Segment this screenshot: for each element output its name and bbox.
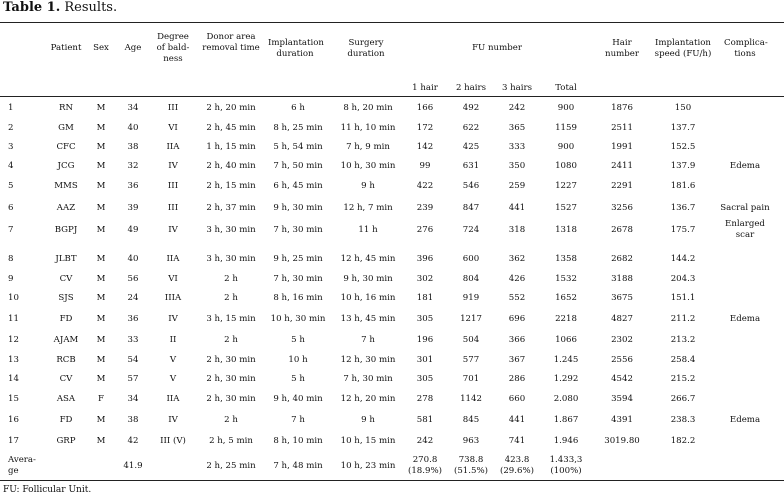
- cell-implantation-speed: 175.7: [670, 225, 696, 235]
- cell-hair-number: 3594: [611, 394, 633, 404]
- cell-donor-time: 2 h: [224, 335, 238, 345]
- cell-patient: FD: [59, 314, 73, 324]
- cell-patient: CV: [59, 374, 73, 384]
- cell-hairs-3: 741: [508, 436, 526, 446]
- cell-row-number: 4: [8, 161, 14, 171]
- cell-implantation-speed: 137.7: [670, 123, 696, 133]
- cell-hair-number: 4827: [611, 314, 633, 324]
- cell-donor-time: 2 h, 5 min: [209, 436, 253, 446]
- cell-age: 36: [127, 181, 139, 191]
- cell-degree: IV: [168, 415, 178, 425]
- header-surgery: Surgery duration: [347, 38, 385, 59]
- cell-degree: VI: [168, 123, 178, 133]
- cell-hair-number: 3256: [611, 203, 633, 213]
- cell-row-number: 13: [8, 355, 19, 365]
- cell-patient: FD: [59, 415, 73, 425]
- cell-hair-1: 172: [416, 123, 434, 133]
- cell-hairs-3: 259: [508, 181, 526, 191]
- table-title: [3, 0, 117, 15]
- cell-hair-1: 422: [416, 181, 434, 191]
- cell-total: 2218: [555, 314, 577, 324]
- cell-patient: ASA: [56, 394, 76, 404]
- cell-hairs-3: 426: [508, 274, 526, 284]
- cell-degree: IV: [168, 314, 178, 324]
- cell-age: 33: [127, 335, 139, 345]
- cell-hair-number: 2302: [611, 335, 633, 345]
- cell-patient: CV: [59, 274, 73, 284]
- cell-sex: M: [96, 415, 106, 425]
- cell-degree: V: [169, 355, 177, 365]
- cell-total: 1159: [555, 123, 577, 133]
- cell-sex: M: [96, 436, 106, 446]
- cell-surgery-duration: 7 h, 30 min: [343, 374, 393, 384]
- cell-total: 900: [557, 142, 575, 152]
- cell-degree: V: [169, 374, 177, 384]
- cell-surgery-duration: 11 h: [358, 225, 378, 235]
- cell-hair-1: 302: [416, 274, 434, 284]
- cell-donor-time: 2 h: [224, 293, 238, 303]
- cell-sex: M: [96, 103, 106, 113]
- cell-hairs-3: 441: [508, 203, 526, 213]
- cell-age: 39: [127, 203, 139, 213]
- average-surgery: 10 h, 23 min: [340, 461, 396, 471]
- average-1-hair: 270.8 (18.9%): [407, 455, 442, 476]
- cell-hair-1: 305: [416, 374, 434, 384]
- cell-donor-time: 2 h, 40 min: [206, 161, 256, 171]
- cell-total: 1532: [555, 274, 577, 284]
- cell-implantation-speed: 151.1: [670, 293, 696, 303]
- cell-implantation-duration: 10 h, 30 min: [270, 314, 326, 324]
- cell-hairs-2: 701: [462, 374, 480, 384]
- cell-implantation-duration: 6 h, 45 min: [273, 181, 323, 191]
- average-age: 41.9: [123, 461, 143, 471]
- cell-age: 56: [127, 274, 139, 284]
- cell-donor-time: 3 h, 30 min: [206, 254, 256, 264]
- cell-hairs-2: 724: [462, 225, 480, 235]
- cell-hair-number: 2511: [611, 123, 633, 133]
- header-implantation-speed: Implantation speed (FU/h): [654, 38, 712, 59]
- cell-implantation-speed: 215.2: [670, 374, 696, 384]
- cell-implantation-duration: 7 h, 50 min: [273, 161, 323, 171]
- cell-donor-time: 2 h, 20 min: [206, 103, 256, 113]
- cell-sex: M: [96, 254, 106, 264]
- cell-age: 38: [127, 415, 139, 425]
- cell-row-number: 14: [8, 374, 19, 384]
- cell-row-number: 6: [8, 203, 14, 213]
- cell-implantation-speed: 238.3: [670, 415, 696, 425]
- table-caption: Results.: [64, 0, 118, 15]
- average-implantation: 7 h, 48 min: [273, 461, 323, 471]
- cell-hair-1: 305: [416, 314, 434, 324]
- cell-degree: VI: [168, 274, 178, 284]
- cell-hairs-3: 333: [508, 142, 526, 152]
- cell-hair-1: 301: [416, 355, 434, 365]
- cell-hairs-3: 552: [508, 293, 526, 303]
- cell-age: 57: [127, 374, 139, 384]
- cell-degree: III: [167, 181, 179, 191]
- cell-row-number: 17: [8, 436, 19, 446]
- cell-surgery-duration: 12 h, 7 min: [343, 203, 393, 213]
- cell-surgery-duration: 7 h: [361, 335, 375, 345]
- cell-age: 24: [127, 293, 139, 303]
- cell-row-number: 3: [8, 142, 14, 152]
- cell-implantation-speed: 258.4: [670, 355, 696, 365]
- cell-donor-time: 3 h, 30 min: [206, 225, 256, 235]
- cell-implantation-speed: 137.9: [670, 161, 696, 171]
- cell-implantation-speed: 213.2: [670, 335, 696, 345]
- cell-hair-number: 2556: [611, 355, 633, 365]
- cell-hair-1: 239: [416, 203, 434, 213]
- cell-complication: Enlarged scar: [725, 219, 765, 240]
- cell-surgery-duration: 9 h: [361, 181, 375, 191]
- cell-sex: M: [96, 225, 106, 235]
- header-patient: Patient: [50, 43, 82, 53]
- cell-surgery-duration: 12 h, 45 min: [340, 254, 396, 264]
- cell-hair-number: 3019.80: [604, 436, 640, 446]
- cell-age: 40: [127, 254, 139, 264]
- cell-hair-1: 276: [416, 225, 434, 235]
- cell-sex: M: [96, 181, 106, 191]
- cell-total: 1318: [555, 225, 577, 235]
- cell-sex: M: [96, 161, 106, 171]
- cell-age: 32: [127, 161, 139, 171]
- cell-total: 1358: [555, 254, 577, 264]
- header-2-hairs: 2 hairs: [455, 83, 487, 93]
- cell-implantation-duration: 9 h, 25 min: [273, 254, 323, 264]
- cell-surgery-duration: 7 h, 9 min: [346, 142, 390, 152]
- cell-row-number: 7: [8, 225, 14, 235]
- cell-hairs-3: 242: [508, 103, 526, 113]
- cell-total: 2.080: [553, 394, 579, 404]
- cell-complication: Edema: [729, 314, 761, 324]
- bottom-rule: [0, 480, 784, 481]
- cell-hairs-2: 919: [462, 293, 480, 303]
- cell-hair-number: 1991: [611, 142, 633, 152]
- cell-total: 1227: [555, 181, 577, 191]
- cell-degree: IIA: [166, 394, 180, 404]
- header-hair-number: Hair number: [605, 38, 639, 59]
- cell-degree: III: [167, 203, 179, 213]
- cell-donor-time: 2 h, 45 min: [206, 123, 256, 133]
- cell-degree: IV: [168, 161, 178, 171]
- cell-hairs-2: 1142: [460, 394, 482, 404]
- cell-implantation-duration: 8 h, 10 min: [273, 436, 323, 446]
- cell-complication: Edema: [729, 415, 761, 425]
- average-3-hairs: 423.8 (29.6%): [499, 455, 534, 476]
- cell-patient: AJAM: [53, 335, 79, 345]
- cell-hairs-2: 504: [462, 335, 480, 345]
- cell-implantation-speed: 144.2: [670, 254, 696, 264]
- header-1-hair: 1 hair: [412, 83, 438, 93]
- cell-hairs-2: 546: [462, 181, 480, 191]
- cell-surgery-duration: 9 h: [361, 415, 375, 425]
- cell-hair-number: 1876: [611, 103, 633, 113]
- cell-sex: M: [96, 355, 106, 365]
- cell-patient: SJS: [58, 293, 74, 303]
- cell-hairs-2: 600: [462, 254, 480, 264]
- cell-sex: M: [96, 314, 106, 324]
- cell-donor-time: 2 h, 30 min: [206, 394, 256, 404]
- average-2-hairs: 738.8 (51.5%): [453, 455, 488, 476]
- cell-hairs-3: 318: [508, 225, 526, 235]
- cell-implantation-speed: 266.7: [670, 394, 696, 404]
- cell-hair-number: 2682: [611, 254, 633, 264]
- header-total: Total: [555, 83, 577, 93]
- cell-implantation-speed: 150: [674, 103, 692, 113]
- cell-row-number: 1: [8, 103, 14, 113]
- cell-donor-time: 3 h, 15 min: [206, 314, 256, 324]
- cell-implantation-duration: 5 h, 54 min: [273, 142, 323, 152]
- cell-hair-number: 2678: [611, 225, 633, 235]
- cell-hairs-3: 286: [508, 374, 526, 384]
- cell-hair-1: 242: [416, 436, 434, 446]
- cell-age: 42: [127, 436, 139, 446]
- cell-hairs-2: 847: [462, 203, 480, 213]
- cell-patient: BGPJ: [54, 225, 78, 235]
- cell-donor-time: 2 h, 37 min: [206, 203, 256, 213]
- header-complications: Complica-tions: [724, 38, 768, 59]
- cell-implantation-speed: 152.5: [670, 142, 696, 152]
- cell-row-number: 12: [8, 335, 19, 345]
- cell-sex: F: [98, 394, 104, 404]
- cell-hair-number: 4542: [611, 374, 633, 384]
- cell-hair-1: 181: [416, 293, 434, 303]
- cell-total: 900: [557, 103, 575, 113]
- cell-patient: MMS: [54, 181, 78, 191]
- cell-total: 1.946: [553, 436, 579, 446]
- header-3-hairs: 3 hairs: [501, 83, 533, 93]
- header-rule: [0, 96, 784, 97]
- cell-hairs-3: 362: [508, 254, 526, 264]
- cell-surgery-duration: 12 h, 30 min: [340, 355, 396, 365]
- cell-patient: JLBT: [55, 254, 77, 264]
- header-age: Age: [124, 43, 142, 53]
- cell-hairs-3: 367: [508, 355, 526, 365]
- cell-patient: JCG: [57, 161, 75, 171]
- cell-implantation-speed: 136.7: [670, 203, 696, 213]
- cell-surgery-duration: 9 h, 30 min: [343, 274, 393, 284]
- cell-donor-time: 2 h, 30 min: [206, 355, 256, 365]
- cell-total: 1.867: [553, 415, 579, 425]
- cell-donor-time: 2 h: [224, 415, 238, 425]
- cell-hair-number: 2411: [611, 161, 633, 171]
- cell-implantation-duration: 5 h: [291, 374, 305, 384]
- cell-complication: Edema: [729, 161, 761, 171]
- cell-implantation-duration: 9 h, 40 min: [273, 394, 323, 404]
- table-label: Table 1.: [3, 0, 61, 15]
- cell-degree: IIIA: [164, 293, 182, 303]
- cell-implantation-duration: 9 h, 30 min: [273, 203, 323, 213]
- cell-patient: AAZ: [56, 203, 76, 213]
- cell-surgery-duration: 12 h, 20 min: [340, 394, 396, 404]
- cell-donor-time: 2 h, 30 min: [206, 374, 256, 384]
- cell-row-number: 10: [8, 293, 19, 303]
- cell-hairs-3: 365: [508, 123, 526, 133]
- cell-implantation-duration: 8 h, 25 min: [273, 123, 323, 133]
- cell-total: 1652: [555, 293, 577, 303]
- cell-hairs-2: 1217: [460, 314, 482, 324]
- cell-implantation-duration: 10 h: [288, 355, 308, 365]
- cell-total: 1.292: [553, 374, 579, 384]
- cell-row-number: 15: [8, 394, 19, 404]
- cell-hair-1: 196: [416, 335, 434, 345]
- cell-implantation-duration: 7 h: [291, 415, 305, 425]
- cell-implantation-speed: 211.2: [670, 314, 696, 324]
- cell-implantation-duration: 7 h, 30 min: [273, 225, 323, 235]
- cell-hair-1: 142: [416, 142, 434, 152]
- cell-hairs-2: 804: [462, 274, 480, 284]
- cell-surgery-duration: 10 h, 16 min: [340, 293, 396, 303]
- cell-hairs-3: 441: [508, 415, 526, 425]
- header-implantation: Implantation duration: [268, 38, 324, 59]
- cell-surgery-duration: 10 h, 30 min: [340, 161, 396, 171]
- cell-hairs-2: 492: [462, 103, 480, 113]
- cell-hairs-2: 577: [462, 355, 480, 365]
- cell-row-number: 9: [8, 274, 14, 284]
- cell-hair-number: 3188: [611, 274, 633, 284]
- header-sex: Sex: [93, 43, 109, 53]
- cell-hairs-3: 660: [508, 394, 526, 404]
- average-total: 1.433,3 (100%): [549, 455, 583, 476]
- cell-hairs-2: 425: [462, 142, 480, 152]
- cell-patient: CFC: [56, 142, 76, 152]
- header-degree: Degree of bald-ness: [156, 32, 190, 64]
- cell-hairs-2: 631: [462, 161, 480, 171]
- cell-age: 36: [127, 314, 139, 324]
- cell-hair-number: 3675: [611, 293, 633, 303]
- cell-patient: RN: [59, 103, 73, 113]
- cell-degree: II: [169, 335, 177, 345]
- cell-hair-1: 166: [416, 103, 434, 113]
- cell-surgery-duration: 10 h, 15 min: [340, 436, 396, 446]
- cell-surgery-duration: 8 h, 20 min: [343, 103, 393, 113]
- cell-row-number: 2: [8, 123, 14, 133]
- average-label: Avera-ge: [8, 455, 36, 476]
- header-fu-number: FU number: [472, 43, 522, 53]
- cell-implantation-speed: 182.2: [670, 436, 696, 446]
- cell-row-number: 11: [8, 314, 19, 324]
- footnote: FU: Follicular Unit.: [3, 485, 92, 495]
- cell-donor-time: 2 h, 15 min: [206, 181, 256, 191]
- cell-sex: M: [96, 274, 106, 284]
- cell-patient: GM: [58, 123, 74, 133]
- cell-total: 1.245: [553, 355, 579, 365]
- cell-row-number: 8: [8, 254, 14, 264]
- cell-hairs-2: 845: [462, 415, 480, 425]
- cell-total: 1527: [555, 203, 577, 213]
- cell-hair-number: 2291: [611, 181, 633, 191]
- cell-implantation-duration: 8 h, 16 min: [273, 293, 323, 303]
- cell-age: 34: [127, 394, 139, 404]
- cell-degree: III (V): [160, 436, 186, 446]
- cell-implantation-speed: 204.3: [670, 274, 696, 284]
- header-donor: Donor area removal time: [202, 32, 260, 53]
- cell-sex: M: [96, 293, 106, 303]
- cell-implantation-speed: 181.6: [670, 181, 696, 191]
- top-rule: [0, 22, 784, 23]
- average-donor: 2 h, 25 min: [206, 461, 256, 471]
- cell-sex: M: [96, 123, 106, 133]
- cell-row-number: 5: [8, 181, 14, 191]
- cell-total: 1066: [555, 335, 577, 345]
- cell-hair-1: 99: [419, 161, 431, 171]
- cell-degree: III: [167, 103, 179, 113]
- cell-degree: IIA: [166, 142, 180, 152]
- cell-donor-time: 2 h: [224, 274, 238, 284]
- cell-surgery-duration: 11 h, 10 min: [340, 123, 396, 133]
- cell-age: 49: [127, 225, 139, 235]
- cell-patient: RCB: [56, 355, 76, 365]
- cell-degree: IV: [168, 225, 178, 235]
- cell-row-number: 16: [8, 415, 19, 425]
- cell-age: 38: [127, 142, 139, 152]
- cell-hair-1: 278: [416, 394, 434, 404]
- cell-sex: M: [96, 335, 106, 345]
- cell-age: 40: [127, 123, 139, 133]
- cell-degree: IIA: [166, 254, 180, 264]
- cell-hairs-3: 366: [508, 335, 526, 345]
- cell-hair-number: 4391: [611, 415, 633, 425]
- cell-complication: Sacral pain: [720, 203, 770, 213]
- cell-hairs-2: 963: [462, 436, 480, 446]
- cell-age: 54: [127, 355, 139, 365]
- cell-sex: M: [96, 374, 106, 384]
- cell-implantation-duration: 5 h: [291, 335, 305, 345]
- cell-implantation-duration: 6 h: [291, 103, 305, 113]
- cell-hair-1: 581: [416, 415, 434, 425]
- cell-age: 34: [127, 103, 139, 113]
- cell-implantation-duration: 7 h, 30 min: [273, 274, 323, 284]
- cell-hairs-2: 622: [462, 123, 480, 133]
- cell-sex: M: [96, 142, 106, 152]
- cell-sex: M: [96, 203, 106, 213]
- cell-total: 1080: [555, 161, 577, 171]
- cell-hair-1: 396: [416, 254, 434, 264]
- cell-surgery-duration: 13 h, 45 min: [340, 314, 396, 324]
- cell-hairs-3: 350: [508, 161, 526, 171]
- cell-patient: GRP: [56, 436, 76, 446]
- cell-donor-time: 1 h, 15 min: [206, 142, 256, 152]
- cell-hairs-3: 696: [508, 314, 526, 324]
